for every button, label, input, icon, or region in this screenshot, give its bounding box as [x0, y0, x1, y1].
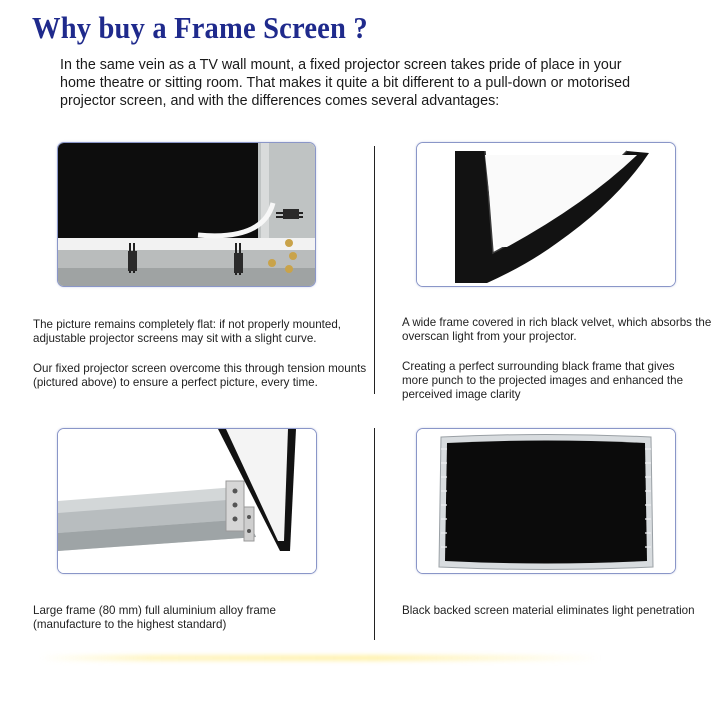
column-divider-top	[374, 146, 375, 394]
aluminium-frame-photo	[57, 428, 317, 574]
feature-text: Our fixed projector screen overcome this through tension mounts (pictured above) to ensure a perfect picture, every time.	[33, 362, 367, 389]
velvet-frame-photo	[416, 142, 676, 287]
feature-text: Black backed screen material eliminates light penetration	[402, 604, 695, 617]
decorative-glow-line	[40, 655, 600, 661]
black-backed-screen-photo	[416, 428, 676, 574]
feature-text: The picture remains completely flat: if not properly mounted, adjustable projector screens may sit with a slight curve.	[33, 318, 342, 345]
feature-text: Large frame (80 mm) full aluminium alloy frame (manufacture to the highest standard)	[33, 604, 276, 631]
tension-mounts-photo	[57, 142, 316, 287]
intro-paragraph: In the same vein as a TV wall mount, a fixed projector screen takes pride of place in your home theatre or sitting room. That makes it quite a bit different to a pull-down or motorised projector screen, and with the differences comes several advantages:	[60, 57, 631, 109]
page-title: Why buy a Frame Screen ?	[32, 10, 368, 45]
feature-text: A wide frame covered in rich black velvet, which absorbs the overscan light from your projector.	[402, 316, 712, 343]
column-divider-bottom	[374, 428, 375, 640]
feature-text: Creating a perfect surrounding black frame that gives more punch to the projected images and enhanced the perceived image clarity	[402, 360, 684, 401]
